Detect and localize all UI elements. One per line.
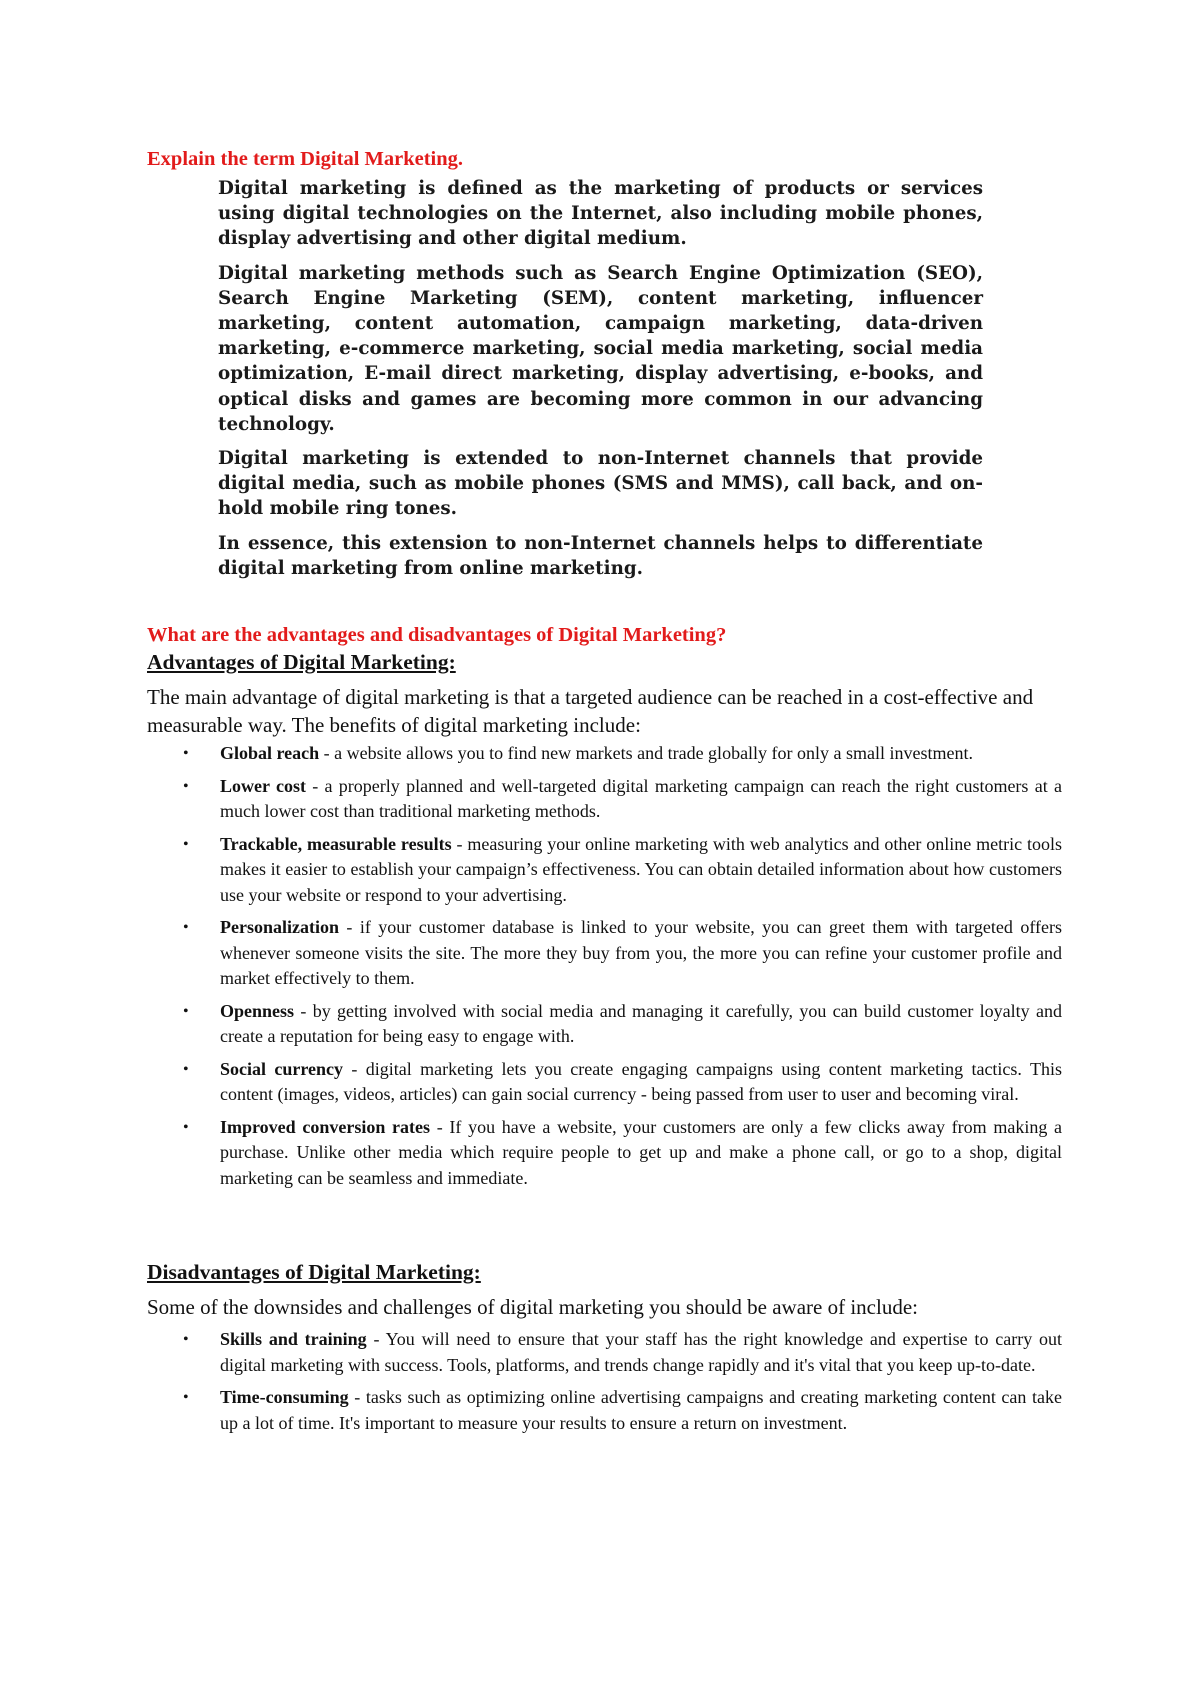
disadvantages-list [147, 1327, 1062, 1443]
item-text: - a properly planned and well-targeted digital marketing campaign can reach the right customers at a much lower cost than traditional marketing methods. [220, 775, 1062, 821]
item-term: Openness [220, 1000, 295, 1021]
list-item [147, 999, 1062, 1050]
item-text: - digital marketing lets you create engaging campaigns using content marketing tactics. This content (images, videos, articles) can gain social currency - being passed from user to user and becoming viral. [220, 1058, 1062, 1104]
bullet-icon: • [183, 919, 189, 936]
item-text: - by getting involved with social media and managing it carefully, you can build customer loyalty and create a reputation for being easy to engage with. [220, 1000, 1062, 1046]
question-1-heading: Explain the term Digital Marketing. [147, 148, 464, 170]
disadvantages-intro: Some of the downsides and challenges of digital marketing you should be aware of include: [147, 1295, 918, 1319]
bullet-icon: • [183, 1331, 189, 1348]
bullet-icon: • [183, 777, 189, 795]
item-text: - You will need to ensure that your staff has the right knowledge and expertise to carry out digital marketing with success. Tools, platforms, and trends change rapidly and it's vital that you keep up-to-date. [220, 1329, 1062, 1375]
advantages-heading: Advantages of Digital Marketing: [147, 650, 456, 674]
definition-block [218, 176, 983, 590]
item-text: - measuring your online marketing with web analytics and other online metric tools makes it easier to establish your campaign’s effectiveness. You can obtain detailed information about how customers use your website or respond to your advertising. [220, 833, 1062, 905]
list-item [147, 741, 1062, 767]
list-item [147, 1115, 1062, 1192]
item-term: Time-consuming [220, 1387, 349, 1407]
advantages-list [147, 741, 1062, 1198]
methods-paragraph: Digital marketing methods such as Search Engine Optimization (SEO), Search Engine Marketing (SEM), content marketing, influencer marketing, content automation, campaign marketing, data-driven marketing, e-commerce marketing, social media marketing, social media optimization, E-mail direct marketing, display advertising, e-books, and optical disks and games are becoming more common in our advancing technology. [218, 262, 983, 435]
bullet-icon: • [183, 1002, 189, 1020]
list-item [147, 1385, 1062, 1436]
list-item [147, 915, 1062, 992]
item-term: Social currency [220, 1058, 344, 1079]
disadvantages-heading: Disadvantages of Digital Marketing: [147, 1260, 481, 1284]
item-term: Global reach [220, 743, 320, 763]
bullet-icon: • [183, 1060, 189, 1078]
list-item [147, 1327, 1062, 1378]
advantages-intro: The main advantage of digital marketing is that a targeted audience can be reached in a cost-effective and measurable way. The benefits of digital marketing include: [147, 685, 1034, 737]
item-term: Lower cost [220, 775, 306, 796]
non-internet-paragraph: Digital marketing is extended to non-Internet channels that provide digital media, such as mobile phones (SMS and MMS), call back, and on-hold mobile ring tones. [218, 448, 983, 520]
definition-paragraph: Digital marketing is defined as the marketing of products or services using digital technologies on the Internet, also including mobile phones, display advertising and other digital medium. [218, 178, 983, 250]
essence-paragraph: In essence, this extension to non-Internet channels helps to differentiate digital marketing from online marketing. [218, 532, 983, 579]
bullet-icon: • [183, 835, 189, 853]
bullet-icon: • [183, 1389, 189, 1406]
question-2-heading: What are the advantages and disadvantages of Digital Marketing? [147, 624, 727, 646]
list-item [147, 832, 1062, 909]
item-term: Skills and training [220, 1329, 367, 1349]
item-text: - tasks such as optimizing online advertising campaigns and creating marketing content can take up a lot of time. It's important to measure your results to ensure a return on investment. [220, 1387, 1062, 1433]
list-item [147, 774, 1062, 825]
item-term: Personalization [220, 917, 339, 937]
item-text: - a website allows you to find new markets and trade globally for only a small investment. [319, 743, 974, 763]
item-text: - If you have a website, your customers are only a few clicks away from making a purchase. Unlike other media which require people to get up and make a phone call, or go to a shop, digital marketing can be seamless and immediate. [220, 1116, 1062, 1188]
list-item [147, 1057, 1062, 1108]
item-term: Improved conversion rates [220, 1116, 431, 1137]
item-term: Trackable, measurable results [220, 833, 452, 854]
item-text: - if your customer database is linked to your website, you can greet them with targeted offers whenever someone visits the site. The more they buy from you, the more you can refine your customer profile and market effectively to them. [220, 917, 1062, 988]
bullet-icon: • [183, 745, 189, 762]
bullet-icon: • [183, 1118, 189, 1136]
